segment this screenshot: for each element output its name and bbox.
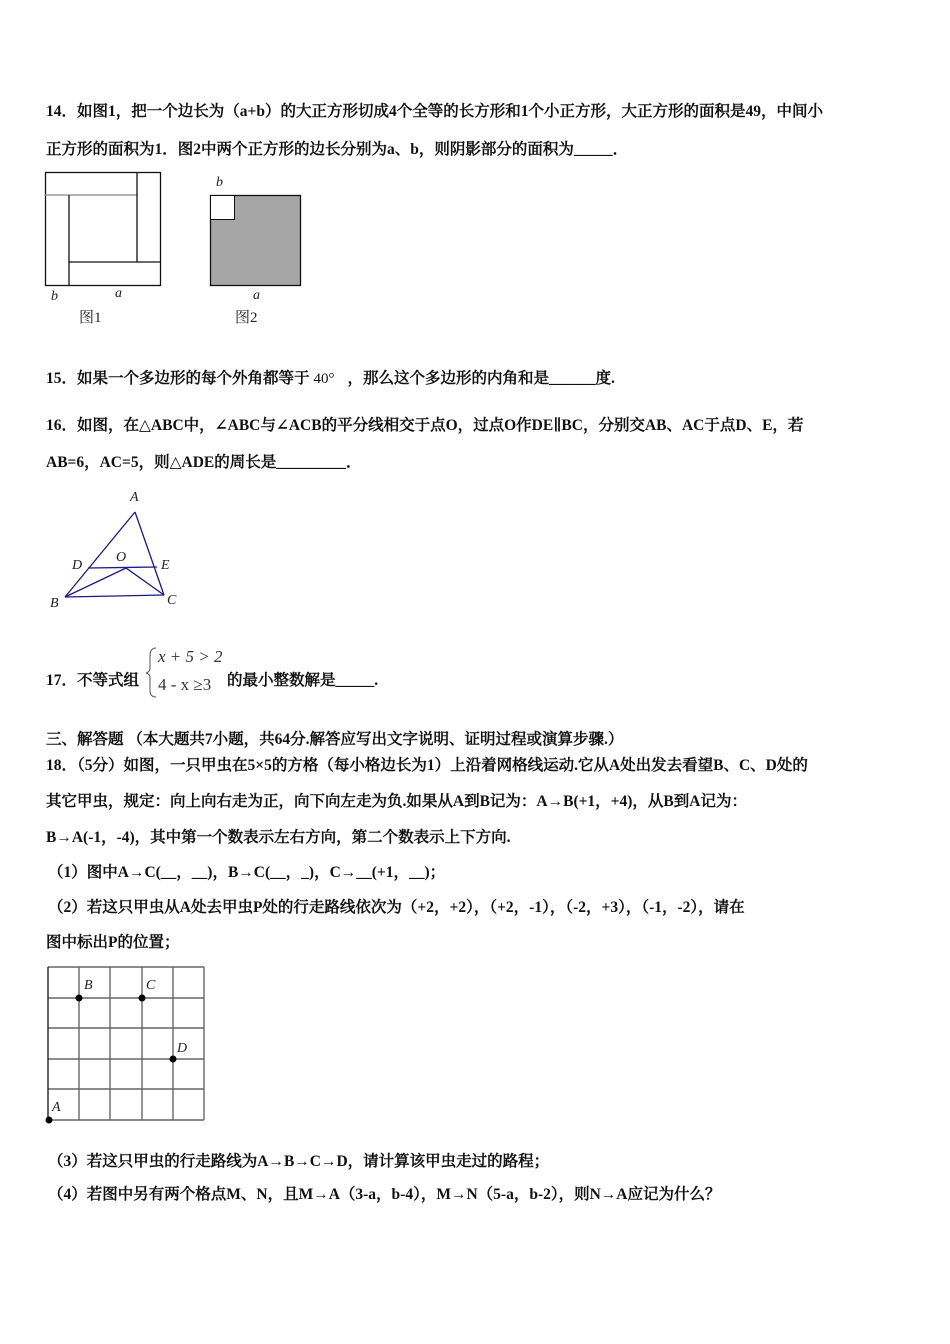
q17-inequality-1: x + 5 > 2: [158, 647, 223, 666]
grid-point-a: [46, 1117, 53, 1124]
q15-angle: 40°: [313, 371, 335, 387]
q18-part3: （3）若这只甲虫的行走路线为A→B→C→D，请计算该甲虫走过的路程；: [48, 1153, 550, 1170]
triangle-label-b: B: [50, 596, 59, 611]
q16-text-line2: AB=6，AC=5，则△ADE的周长是_________．: [46, 454, 362, 471]
section3-heading: 三、解答题 （本大题共7小题，共64分.解答应写出文字说明、证明过程或演算步骤.）: [46, 731, 624, 748]
grid-label-a: A: [52, 1100, 61, 1115]
fig1-caption: 图1: [79, 310, 102, 326]
q16-text-line1: 16．如图，在△ABC中，∠ABC与∠ACB的平分线相交于点O，过点O作DE∥BC，分别交AB、AC于点D、E，若: [46, 417, 804, 434]
q14-figure-1: [45, 172, 161, 286]
q18-part4: （4）若图中另有两个格点M、N，且M→A（3-a，b-4），M→N（5-a，b-2），则N→A应记为什么？: [48, 1186, 721, 1203]
grid-label-d: D: [177, 1041, 188, 1056]
q15-prefix: 15．如果一个多边形的每个外角都等于: [46, 370, 310, 387]
fig2-label-a: a: [253, 288, 260, 303]
triangle-label-a: A: [130, 490, 139, 505]
q18-text-line2: 其它甲虫，规定：向上向右走为正，向下向左走为负.如果从A到B记为：A→B(+1，+4)，从B到A记为：: [46, 793, 747, 810]
grid-point-b: [76, 995, 83, 1002]
q14-text-line2: 正方形的面积为1．图2中两个正方形的边长分别为a、b，则阴影部分的面积为_____．: [46, 141, 629, 158]
q14-figure-2: [211, 196, 301, 286]
q18-part2-line2: 图中标出P的位置；: [46, 934, 180, 951]
triangle-label-o: O: [116, 550, 127, 565]
q15-suffix: ，那么这个多边形的内角和是______度.: [347, 370, 615, 387]
fig1-label-a: a: [115, 286, 122, 301]
q18-part1: （1）图中A→C(__，__)，B→C(__，_)，C→__(+1，__)；: [48, 864, 446, 881]
q17-inequality-2: 4 - x ≥3: [158, 675, 212, 694]
fig2-caption: 图2: [235, 310, 258, 326]
q17-brace: [146, 648, 156, 697]
q14-text-line1: 14．如图1，把一个边长为（a+b）的大正方形切成4个全等的长方形和1个小正方形，大正方形的面积是49，中间小: [46, 103, 823, 120]
fig2-label-b: b: [216, 175, 223, 190]
q18-text-line3: B→A(-1，-4)，其中第一个数表示左右方向，第二个数表示上下方向.: [46, 829, 511, 846]
grid-point-d: [170, 1056, 177, 1063]
grid-label-b: B: [84, 978, 93, 993]
q17-prefix: 17．不等式组: [46, 672, 140, 689]
q17-suffix: 的最小整数解是_____.: [227, 672, 379, 689]
q16-triangle-figure: [65, 512, 164, 597]
q18-text-line1: 18．（5分）如图，一只甲虫在5×5的方格（每小格边长为1）上沿着网格线运动.它从A处出发去看望B、C、D处的: [46, 757, 808, 774]
triangle-label-c: C: [167, 593, 177, 608]
triangle-label-e: E: [161, 558, 170, 573]
grid-label-c: C: [146, 978, 156, 993]
grid-point-c: [139, 995, 146, 1002]
fig1-label-b: b: [51, 289, 58, 304]
triangle-label-d: D: [72, 558, 83, 573]
q18-part2-line1: （2）若这只甲虫从A处去甲虫P处的行走路线依次为（+2，+2），（+2，-1），（-2，+3），（-1，-2），请在: [48, 899, 745, 916]
q15-text: [46, 369, 615, 389]
